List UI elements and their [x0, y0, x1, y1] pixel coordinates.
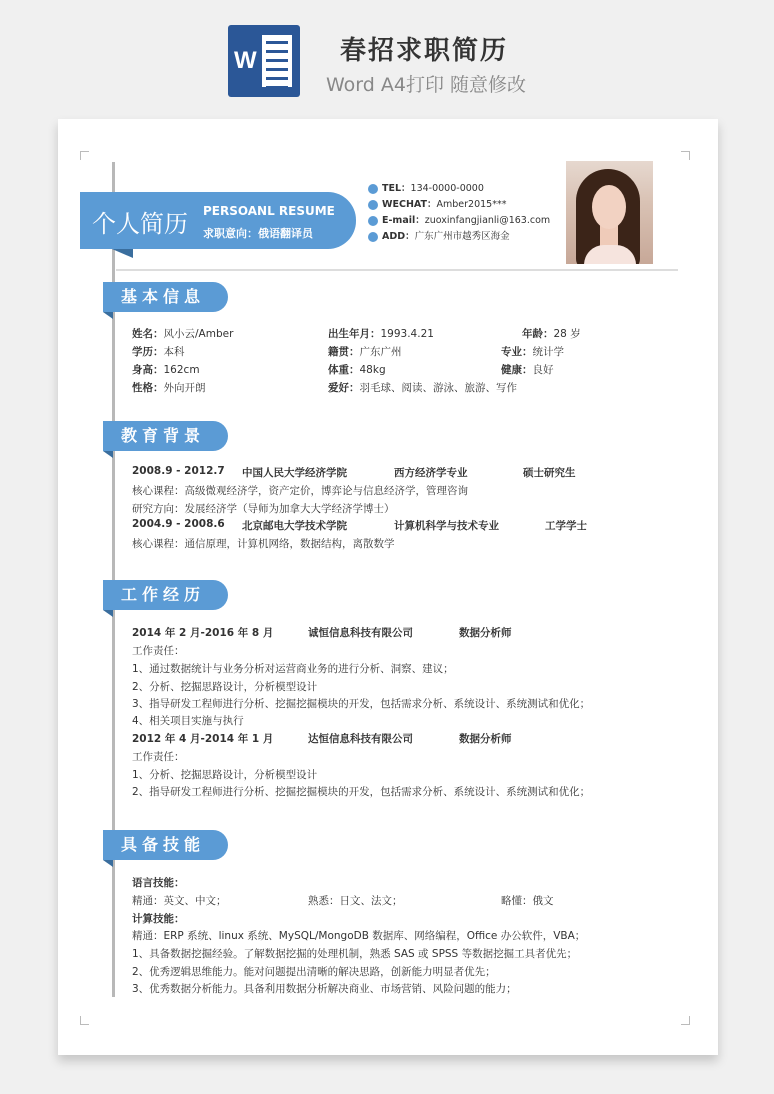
edu-school: 中国人民大学经济学院	[242, 467, 347, 479]
resume-banner	[80, 192, 356, 249]
edu-research: 研究方向：发展经济学（导师为加拿大大学经济学博士）	[132, 503, 395, 515]
skills-item: 3、优秀数据分析能力。具备利用数据分析解决商业、市场营销、风险问题的能力；	[132, 983, 517, 995]
edu-major: 西方经济学专业	[394, 467, 468, 479]
contact-wechat: WECHAT：Amber2015***	[368, 196, 506, 210]
field-name: 姓名：风小云/Amber	[132, 328, 234, 340]
skills-computer-label: 计算技能：	[132, 913, 185, 925]
field-origin: 籍贯：广东广州	[328, 346, 402, 358]
edu-degree: 硕士研究生	[523, 467, 576, 479]
field-birth: 出生年月：1993.4.21	[328, 328, 434, 340]
section-work: 工作经历	[103, 580, 228, 610]
work-item: 2、分析、挖掘思路设计，分析模型设计	[132, 681, 318, 693]
skills-item: 1、具备数据挖掘经验。了解数据挖掘的处理机制，熟悉 SAS 或 SPSS 等数据挖掘工具者优先；	[132, 948, 578, 960]
corner-mark	[80, 1016, 89, 1025]
skills-language: 熟悉：日文、法文；	[308, 895, 403, 907]
resume-page	[58, 119, 718, 1055]
contact-email: E-mail：zuoxinfangjianli@163.com	[368, 212, 550, 226]
work-duty-label: 工作责任：	[132, 645, 185, 657]
header-divider	[116, 269, 678, 271]
skills-item: 精通：ERP 系统、linux 系统、MySQL/MongoDB 数据库、网络编程，Office 办公软件，VBA；	[132, 930, 586, 942]
work-item: 1、通过数据统计与业务分析对运营商业务的进行分析、洞察、建议；	[132, 663, 454, 675]
edu-period: 2008.9 - 2012.7	[132, 465, 225, 477]
field-age: 年龄：28 岁	[522, 328, 581, 340]
section-skills: 具备技能	[103, 830, 228, 860]
work-item: 2、指导研发工程师进行分析、挖掘挖掘模块的开发，包括需求分析、系统设计、系统测试和优化；	[132, 786, 591, 798]
skills-language-label: 语言技能：	[132, 877, 185, 889]
wechat-icon	[368, 200, 378, 210]
work-company: 诚恒信息科技有限公司	[308, 627, 413, 639]
field-personality: 性格：外向开朗	[132, 382, 206, 394]
edu-courses: 核心课程：通信原理，计算机网络，数据结构，离散数学	[132, 538, 395, 550]
work-item: 4、相关项目实施与执行	[132, 715, 244, 727]
job-intent: 求职意向：俄语翻译员	[203, 227, 313, 240]
skills-language: 略懂：俄文	[501, 895, 554, 907]
work-company: 达恒信息科技有限公司	[308, 733, 413, 745]
field-hobby: 爱好：羽毛球、阅读、游泳、旅游、写作	[328, 382, 517, 394]
contact-address: ADD：广东广州市越秀区海金	[368, 228, 510, 242]
work-item: 1、分析、挖掘思路设计，分析模型设计	[132, 769, 318, 781]
edu-major: 计算机科学与技术专业	[394, 520, 499, 532]
contact-tel: TEL：134-0000-0000	[368, 180, 484, 194]
work-period: 2014 年 2 月-2016 年 8 月	[132, 627, 274, 639]
word-logo-icon: W	[228, 25, 300, 97]
edu-period: 2004.9 - 2008.6	[132, 518, 225, 530]
section-education: 教育背景	[103, 421, 228, 451]
section-basic-info: 基本信息	[103, 282, 228, 312]
location-icon	[368, 232, 378, 242]
corner-mark	[681, 151, 690, 160]
field-education: 学历：本科	[132, 346, 185, 358]
header	[0, 0, 774, 118]
work-position: 数据分析师	[459, 627, 512, 639]
work-period: 2012 年 4 月-2014 年 1 月	[132, 733, 274, 745]
edu-degree: 工学学士	[545, 520, 587, 532]
field-weight: 体重：48kg	[328, 364, 386, 376]
profile-photo	[566, 161, 653, 264]
work-item: 3、指导研发工程师进行分析、挖掘挖掘模块的开发，包括需求分析、系统设计、系统测试和优化；	[132, 698, 591, 710]
resume-english-title: PERSOANL RESUME	[203, 204, 335, 218]
edu-school: 北京邮电大学技术学院	[242, 520, 347, 532]
corner-mark	[681, 1016, 690, 1025]
page-title: 春招求职简历	[340, 36, 509, 66]
phone-icon	[368, 184, 378, 194]
resume-title: 个人简历	[92, 210, 188, 238]
skills-language: 精通：英文、中文；	[132, 895, 227, 907]
email-icon	[368, 216, 378, 226]
edu-courses: 核心课程：高级微观经济学，资产定价，博弈论与信息经济学，管理咨询	[132, 485, 468, 497]
work-duty-label: 工作责任：	[132, 751, 185, 763]
skills-item: 2、优秀逻辑思维能力。能对问题提出清晰的解决思路，创新能力明显者优先；	[132, 966, 496, 978]
page-subtitle: Word A4打印 随意修改	[326, 74, 527, 96]
corner-mark	[80, 151, 89, 160]
field-health: 健康：良好	[501, 364, 554, 376]
field-height: 身高：162cm	[132, 364, 200, 376]
work-position: 数据分析师	[459, 733, 512, 745]
field-major: 专业：统计学	[501, 346, 564, 358]
